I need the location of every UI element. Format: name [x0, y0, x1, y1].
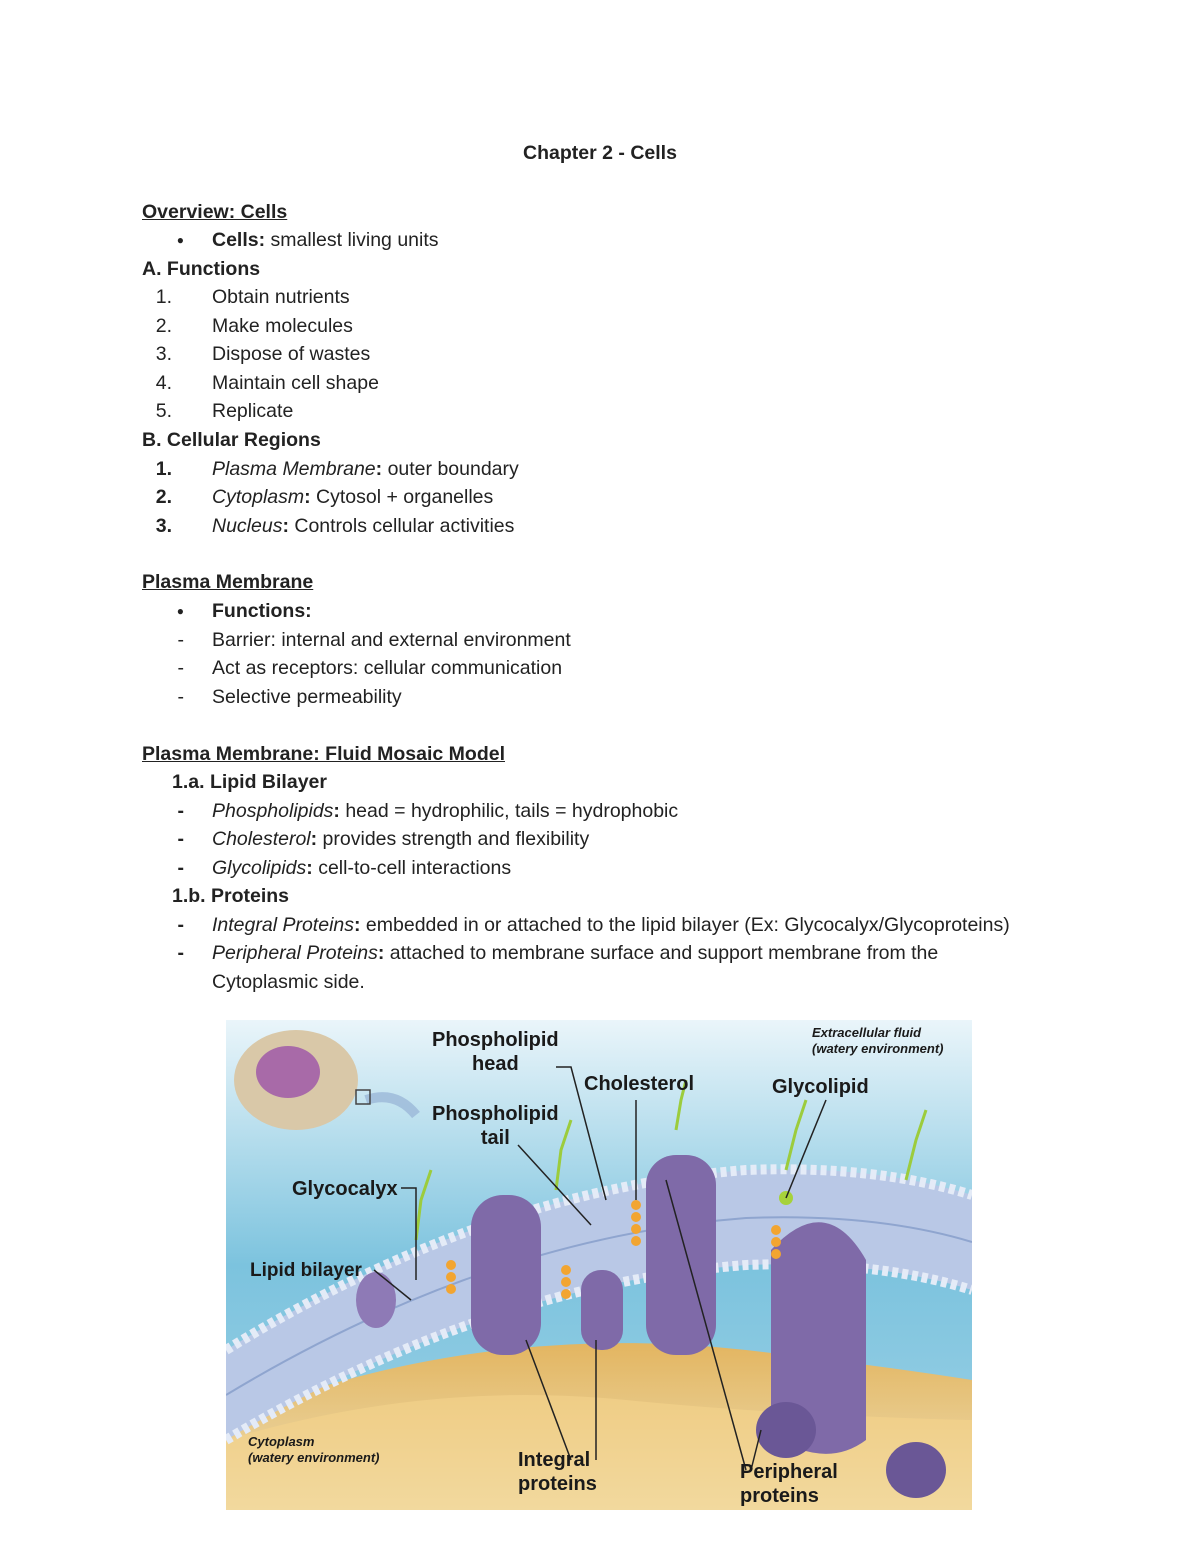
label-lipid-bilayer: Lipid bilayer	[250, 1260, 362, 1281]
bullet-icon: ●	[176, 233, 184, 247]
label-cytoplasm: Cytoplasm (watery environment)	[248, 1434, 380, 1465]
label-phospholipid-tail: Phospholipid tail	[432, 1103, 559, 1149]
label-phospholipid-head: Phospholipid head	[432, 1029, 559, 1075]
functions-heading: A. Functions	[142, 258, 261, 280]
label-glycolipid: Glycolipid	[772, 1076, 869, 1098]
label-glycocalyx: Glycocalyx	[292, 1178, 398, 1200]
page-title: Chapter 2 - Cells	[523, 142, 677, 164]
bullet-icon: ●	[176, 604, 184, 618]
overview-heading: Overview: Cells	[142, 201, 288, 223]
label-peripheral-proteins: Peripheral proteins	[740, 1461, 838, 1507]
protein-heading: 1.b. Proteins	[172, 885, 290, 907]
plasma-heading: Plasma Membrane	[142, 571, 314, 593]
label-extracellular: Extracellular fluid (watery environment)	[812, 1025, 944, 1056]
lipid-heading: 1.a. Lipid Bilayer	[172, 771, 327, 793]
membrane-figure	[226, 1020, 972, 1510]
label-cholesterol: Cholesterol	[584, 1073, 695, 1095]
fluid-heading: Plasma Membrane: Fluid Mosaic Model	[142, 743, 505, 765]
label-integral-proteins: Integral proteins	[518, 1449, 597, 1495]
regions-heading: B. Cellular Regions	[142, 429, 321, 451]
